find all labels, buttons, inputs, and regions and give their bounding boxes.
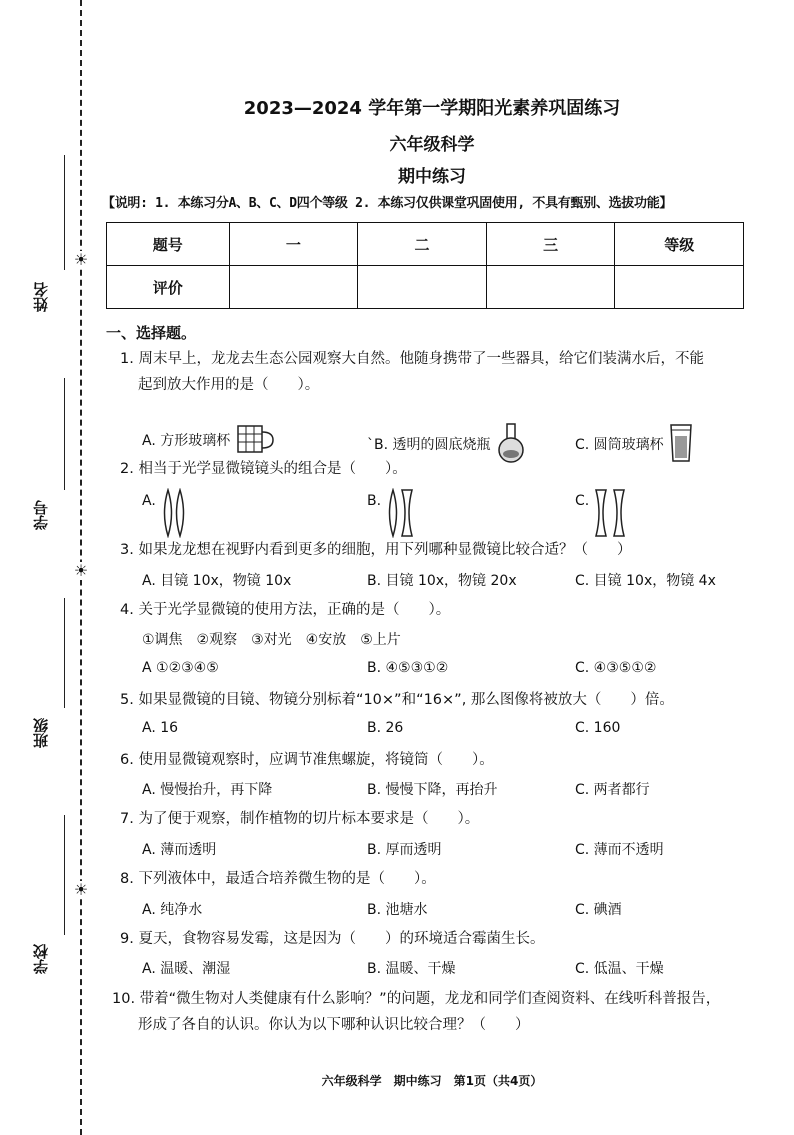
table-cell: 一 <box>229 223 358 266</box>
question-text: 8. 下列液体中，最适合培养微生物的是（ ）。 <box>120 871 436 887</box>
option-c[interactable]: C. 碘酒 <box>575 902 622 918</box>
option-b[interactable]: B. 目镜 10x，物镜 20x <box>367 573 517 589</box>
question-text-cont: 起到放大作用的是（ ）。 <box>138 377 320 393</box>
option-c[interactable]: C. 160 <box>575 720 621 736</box>
student-id-field-line <box>64 378 65 490</box>
student-id-field-label: 学号 <box>32 500 50 530</box>
convex-lens-pair-icon <box>160 488 190 542</box>
question-8 <box>120 866 750 892</box>
option-c[interactable]: C. ④③⑤①② <box>575 660 657 676</box>
score-cell[interactable] <box>229 266 358 309</box>
question-text: 7. 为了便于观察，制作植物的切片标本要求是（ ）。 <box>120 811 480 827</box>
option-a[interactable]: A ①②③④⑤ <box>142 660 219 676</box>
option-c[interactable]: C. 目镜 10x，物镜 4x <box>575 573 716 589</box>
question-text: 1. 周末早上，龙龙去生态公园观察大自然。他随身携带了一些器具，给它们装满水后，不能 <box>120 351 704 367</box>
class-field-line <box>64 598 65 708</box>
table-row <box>107 266 744 309</box>
option-b[interactable]: B. 池塘水 <box>367 902 428 918</box>
table-cell: 等级 <box>615 223 744 266</box>
procedure-steps: ①调焦 ②观察 ③对光 ④安放 ⑤上片 <box>142 632 401 648</box>
score-cell[interactable] <box>358 266 487 309</box>
question-6 <box>120 747 750 773</box>
question-4 <box>120 597 750 623</box>
sun-icon: ☀ <box>73 880 89 899</box>
convex-concave-lens-icon <box>386 488 416 542</box>
name-field-label: 姓名 <box>32 282 50 312</box>
binding-margin <box>0 0 100 1135</box>
option-a[interactable]: A. 方形玻璃杯 <box>142 422 277 460</box>
question-10 <box>112 986 762 1038</box>
option-c[interactable]: C. <box>575 488 628 542</box>
question-text: 2. 相当于光学显微镜镜头的组合是（ ）。 <box>120 461 407 477</box>
option-c[interactable]: C. 两者都行 <box>575 782 650 798</box>
option-a[interactable]: A. 纯净水 <box>142 902 203 918</box>
option-a[interactable]: A. <box>142 488 190 542</box>
page-footer: 六年级科学 期中练习 第1页（共4页） <box>321 1074 543 1088</box>
table-cell: 三 <box>486 223 615 266</box>
exam-title: 2023—2024 学年第一学期阳光素养巩固练习 <box>243 98 621 119</box>
option-a[interactable]: A. 薄而透明 <box>142 842 217 858</box>
table-cell: 二 <box>358 223 487 266</box>
table-row <box>107 223 744 266</box>
question-7 <box>120 806 750 832</box>
option-a[interactable]: A. 目镜 10x，物镜 10x <box>142 573 292 589</box>
question-1 <box>120 346 750 398</box>
exam-name: 期中练习 <box>398 167 466 187</box>
question-5 <box>120 687 750 713</box>
option-b[interactable]: B. 26 <box>367 720 404 736</box>
option-b[interactable]: B. 慢慢下降，再抬升 <box>367 782 498 798</box>
question-text: 6. 使用显微镜观察时，应调节准焦螺旋，将镜筒（ ）。 <box>120 752 494 768</box>
school-field-label: 学校 <box>32 944 50 974</box>
option-c[interactable]: C. 薄而不透明 <box>575 842 664 858</box>
table-cell: 题号 <box>107 223 230 266</box>
option-c[interactable]: C. 圆筒玻璃杯 <box>575 422 694 468</box>
option-a[interactable]: A. 慢慢抬升，再下降 <box>142 782 273 798</box>
question-2 <box>120 456 750 482</box>
school-field-line <box>64 815 65 935</box>
option-b[interactable]: B. 厚而透明 <box>367 842 442 858</box>
sun-icon: ☀ <box>73 250 89 269</box>
grade-cell[interactable] <box>615 266 744 309</box>
question-text: 9. 夏天，食物容易发霉，这是因为（ ）的环境适合霉菌生长。 <box>120 931 545 947</box>
option-b[interactable]: B. <box>367 488 416 542</box>
question-text: 4. 关于光学显微镜的使用方法，正确的是（ ）。 <box>120 602 451 618</box>
square-glass-cup-icon <box>235 422 277 460</box>
question-text: 3. 如果龙龙想在视野内看到更多的细胞，用下列哪种显微镜比较合适？（ ） <box>120 542 632 558</box>
table-cell: 评价 <box>107 266 230 309</box>
option-b[interactable]: B. 温暖、干燥 <box>367 961 456 977</box>
section-heading: 一、选择题。 <box>106 324 197 342</box>
sun-icon: ☀ <box>73 561 89 580</box>
grade-table <box>106 222 744 309</box>
instructions-note: 【说明: 1. 本练习分A、B、C、D四个等级 2. 本练习仅供课堂巩固使用, 不具有甄别、选拔功能】 <box>102 196 673 211</box>
question-text: 10. 带着“微生物对人类健康有什么影响？”的问题，龙龙和同学们查阅资料、在线听科普报告， <box>112 991 721 1007</box>
score-cell[interactable] <box>486 266 615 309</box>
option-a[interactable]: A. 16 <box>142 720 179 736</box>
question-9 <box>120 926 750 952</box>
class-field-label: 班级 <box>32 718 50 748</box>
option-a[interactable]: A. 温暖、潮湿 <box>142 961 231 977</box>
subject-title: 六年级科学 <box>389 135 475 155</box>
concave-lens-pair-icon <box>594 488 628 542</box>
option-b[interactable]: B. ④⑤③①② <box>367 660 449 676</box>
question-text: 5. 如果显微镜的目镜、物镜分别标着“10×”和“16×”, 那么图像将被放大（ ）倍。 <box>120 692 674 708</box>
question-text-cont: 形成了各自的认识。你认为以下哪种认识比较合理？（ ） <box>138 1017 530 1033</box>
question-3 <box>120 537 750 563</box>
option-b[interactable]: `B. 透明的圆底烧瓶 <box>367 422 527 468</box>
name-field-line <box>64 155 65 270</box>
option-c[interactable]: C. 低温、干燥 <box>575 961 664 977</box>
